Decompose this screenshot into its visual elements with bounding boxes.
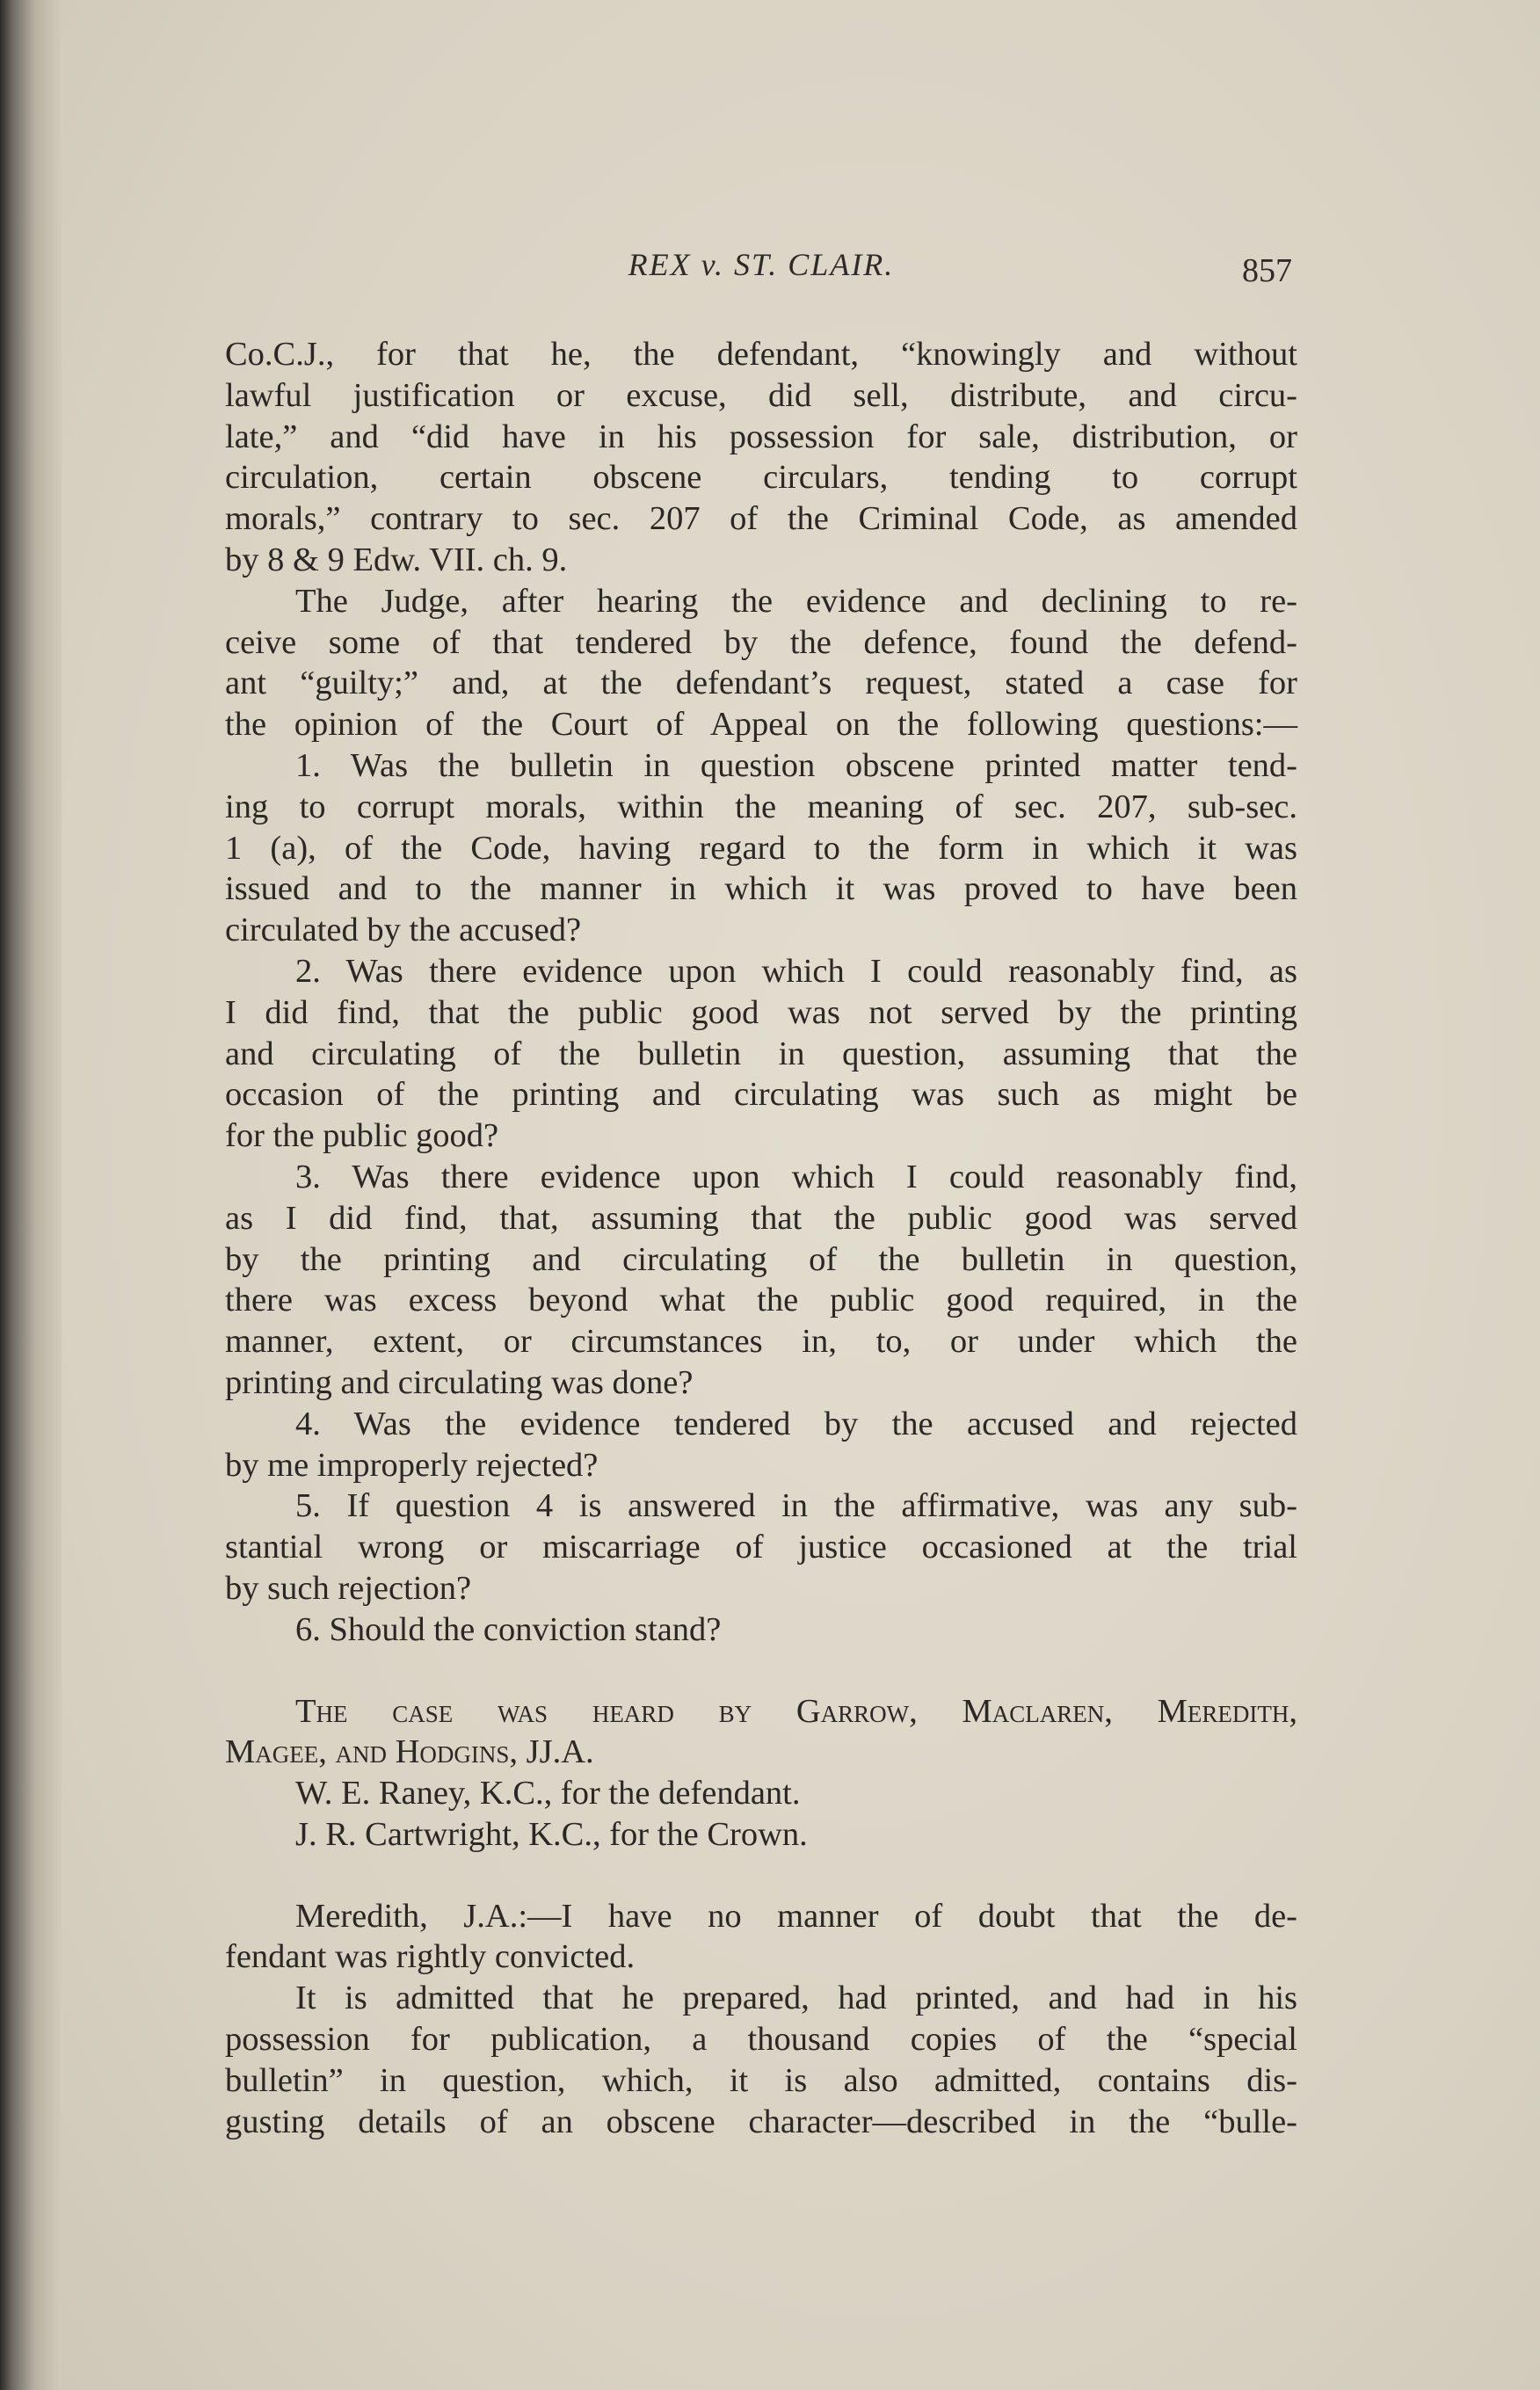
running-head: REX v. ST. CLAIR. (628, 247, 895, 282)
question-line: stantial wrong or miscarriage of justice occasioned at the trial (225, 1529, 1297, 1566)
section-gap (225, 1856, 1297, 1896)
question-line: ing to corrupt morals, within the meaning of sec. 207, sub-sec. (225, 788, 1297, 825)
question-line: issued and to the manner in which it was proved to have been (225, 870, 1297, 908)
heard-by-line: The case was heard by Garrow, Maclaren, Meredith, (295, 1692, 1297, 1730)
question-line: I did find, that the public good was not served by the printing (225, 993, 1297, 1031)
question-line: 3. Was there evidence upon which I could reasonably find, (295, 1158, 1297, 1195)
question-line: 1. Was the bulletin in question obscene printed matter tend- (295, 746, 1297, 784)
section-gap (225, 1651, 1297, 1691)
question-line: by the printing and circulating of the bulletin in question, (225, 1240, 1297, 1278)
question-line: 6. Should the conviction stand? (295, 1610, 722, 1648)
page-number: 857 (1242, 252, 1292, 289)
question-line: occasion of the printing and circulating was such as might be (225, 1076, 1297, 1114)
opinion-line: fendant was rightly convicted. (225, 1938, 636, 1976)
text-line: ceive some of that tendered by the defence, found the defend- (225, 623, 1297, 661)
text-line: morals,” contrary to sec. 207 of the Criminal Code, as amended (225, 500, 1297, 538)
text-line: by 8 & 9 Edw. VII. ch. 9. (225, 541, 568, 578)
question-line: and circulating of the bulletin in question, assuming that the (225, 1035, 1297, 1072)
question-line: 2. Was there evidence upon which I could reasonably find, as (295, 952, 1297, 990)
question-line: 1 (a), of the Code, having regard to the form in which it was (225, 829, 1297, 867)
text-line: The Judge, after hearing the evidence and declining to re- (295, 582, 1297, 620)
question-line: 4. Was the evidence tendered by the accused and rejected (295, 1405, 1297, 1442)
question-line: manner, extent, or circumstances in, to, or under which the (225, 1323, 1297, 1361)
opinion-line: Meredith, J.A.:—I have no manner of doubt that the de- (295, 1897, 1297, 1935)
text-line: the opinion of the Court of Appeal on the following questions:— (225, 706, 1297, 744)
counsel-line: W. E. Raney, K.C., for the defendant. (295, 1775, 801, 1812)
question-line: printing and circulating was done? (225, 1363, 694, 1401)
question-line: circulated by the accused? (225, 912, 582, 949)
text-line: Co.C.J., for that he, the defendant, “knowingly and without (225, 336, 1297, 373)
page-header (225, 246, 1297, 299)
question-line: there was excess beyond what the public good required, in the (225, 1282, 1297, 1319)
text-line: possession for publication, a thousand copies of the “special (225, 2021, 1297, 2059)
question-line: 5. If question 4 is answered in the affirmative, was any sub- (295, 1487, 1297, 1525)
text-line: bulletin” in question, which, it is also admitted, contains dis- (225, 2061, 1297, 2099)
question-line: by such rejection? (225, 1569, 472, 1607)
text-line: lawful justification or excuse, did sell, distribute, and circu- (225, 376, 1297, 414)
text-line: ant “guilty;” and, at the defendant’s request, stated a case for (225, 665, 1297, 702)
text-line: circulation, certain obscene circulars, tending to corrupt (225, 459, 1297, 497)
text-line: gusting details of an obscene character—described in the “bulle- (225, 2103, 1297, 2140)
text-line: It is admitted that he prepared, had printed, and had in his (295, 1980, 1297, 2017)
text-line: late,” and “did have in his possession for sale, distribution, or (225, 418, 1297, 455)
question-line: by me improperly rejected? (225, 1446, 599, 1484)
counsel-line: J. R. Cartwright, K.C., for the Crown. (295, 1815, 808, 1853)
body-text (225, 334, 1297, 2142)
heard-by-line: Magee, and Hodgins, JJ.A. (225, 1733, 594, 1771)
question-line: as I did find, that, assuming that the public good was served (225, 1199, 1297, 1237)
question-line: for the public good? (225, 1117, 499, 1155)
